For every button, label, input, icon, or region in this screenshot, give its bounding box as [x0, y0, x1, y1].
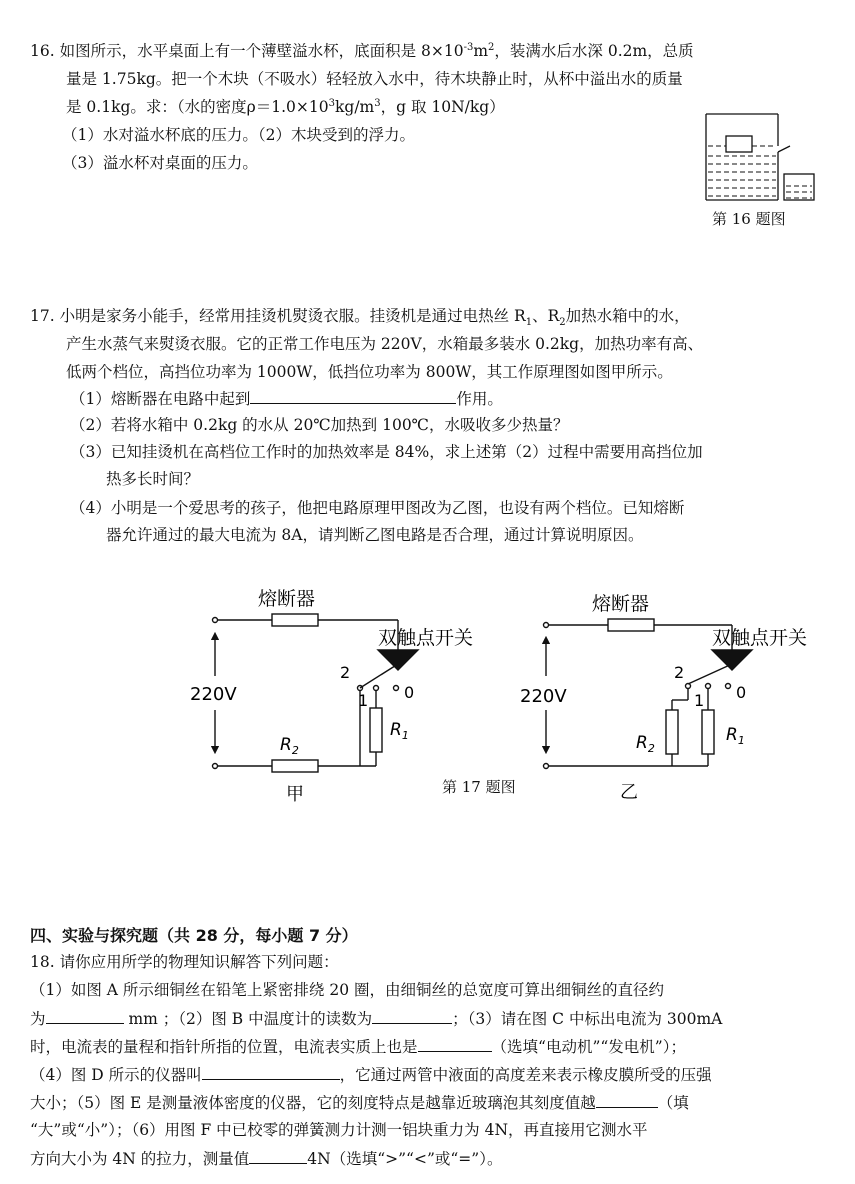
q17-part4b: 器允许通过的最大电流为 8A，请判断乙图电路是否合理，通过计算说明原因。 — [106, 526, 644, 544]
switch-label-b: 双触点开关 — [712, 627, 808, 649]
fig17-caption: 第 17 题图 — [442, 778, 516, 796]
q16-line1: 16. 如图所示，水平桌面上有一个薄壁溢水杯，底面积是 $8\times 10^{-3}m^2$，装满水后水深 0.2m，总质 — [30, 41, 694, 60]
q16-part3: （3）溢水杯对桌面的压力。 — [62, 154, 258, 172]
q17-part4a: （4）小明是一个爱思考的孩子，他把电路原理甲图改为乙图，也设有两个档位。已知熔断 — [70, 499, 685, 517]
contact-0-b: 0 — [736, 683, 747, 702]
overflow-cup-figure — [700, 112, 820, 202]
q18-line5: （4）图 D 所示的仪器叫 ，它通过两管中液面的高度差来表示橡皮膜所受的压强 — [30, 1063, 712, 1086]
q18-line2: （1）如图 A 所示细铜丝在铅笔上紧密排绕 20 圈，由细铜丝的总宽度可算出细铜丝的直径约 — [30, 981, 664, 999]
r2-label-b: $R_2$ — [636, 733, 655, 755]
contact-1-a: 1 — [358, 691, 369, 710]
q18-blank6[interactable] — [249, 1147, 307, 1164]
r1-label-b: $R_1$ — [726, 725, 745, 747]
q18-line1: 18. 请你应用所学的物理知识解答下列问题： — [30, 953, 339, 971]
contact-2-a: 2 — [340, 663, 351, 682]
q18-blank3[interactable] — [418, 1035, 492, 1052]
switch-label-a: 双触点开关 — [378, 627, 474, 649]
circuit-a-name: 甲 — [286, 784, 304, 805]
r1-label-a: $R_1$ — [390, 720, 409, 742]
q16-part1-2: （1）水对溢水杯底的压力。（2）木块受到的浮力。 — [62, 126, 415, 144]
q16-line2: 量是 1.75kg。把一个木块（不吸水）轻轻放入水中，待木块静止时，从杯中溢出水的质量 — [66, 70, 683, 88]
q17-line2: 产生水蒸气来熨烫衣服。它的正常工作电压为 220V，水箱最多装水 0.2kg，加热功率有高、 — [66, 335, 704, 353]
r2-label-a: $R_2$ — [280, 735, 299, 757]
fuse-label-a: 熔断器 — [258, 588, 316, 610]
q16-line3: 是 0.1kg。求：（水的密度$\rho=1.0\times 10^3kg/m^3$，g 取 10N/kg） — [66, 97, 505, 116]
q18-blank2[interactable] — [372, 1007, 452, 1024]
q17-part3a: （3）已知挂烫机在高档位工作时的加热效率是 84%，求上述第（2）过程中需要用高挡位加 — [70, 443, 703, 461]
contact-2-b: 2 — [674, 663, 685, 682]
fig16-caption: 第 16 题图 — [712, 210, 786, 228]
q18-blank4[interactable] — [202, 1063, 340, 1080]
voltage-label-a: 220V — [190, 684, 237, 705]
q17-blank1[interactable] — [250, 387, 456, 404]
q18-line4: 时，电流表的量程和指针所指的位置，电流表实质上也是 （选填“电动机”“发电机”）； — [30, 1035, 686, 1058]
voltage-label-b: 220V — [520, 686, 567, 707]
q17-line1: 17. 小明是家务小能手，经常用挂烫机熨烫衣服。挂烫机是通过电热丝 $R_1$、$R_2$加热水箱中的水， — [30, 307, 690, 329]
section4-heading: 四、实验与探究题（共 28 分，每小题 7 分） — [30, 926, 358, 945]
q17-line3: 低两个档位，高挡位功率为 1000W，低挡位功率为 800W，其工作原理图如图甲所示。 — [66, 363, 673, 381]
q18-line7: “大”或“小”）；（6）用图 F 中已校零的弹簧测力计测一铝块重力为 4N，再直接用它测水平 — [30, 1121, 648, 1139]
q17-part1: （1）熔断器在电路中起到 作用。 — [70, 387, 503, 410]
q18-line3: 为 mm ；（2）图 B 中温度计的读数为 ；（3）请在图 C 中标出电流为 300mA — [30, 1007, 722, 1030]
q18-line6: 大小；（5）图 E 是测量液体密度的仪器，它的刻度特点是越靠近玻璃泡其刻度值越 （填 — [30, 1091, 689, 1114]
q18-blank1[interactable] — [46, 1007, 124, 1024]
q17-part3b: 热多长时间？ — [106, 470, 200, 488]
fuse-label-b: 熔断器 — [592, 593, 650, 615]
q18-blank5[interactable] — [596, 1091, 658, 1108]
circuit-b-name: 乙 — [620, 782, 638, 803]
q18-line8: 方向大小为 4N 的拉力，测量值 4N（选填“>”“<”或“=”）。 — [30, 1147, 502, 1170]
contact-1-b: 1 — [694, 691, 705, 710]
q17-part2: （2）若将水箱中 0.2kg 的水从 20℃加热到 100℃，水吸收多少热量？ — [70, 416, 569, 434]
contact-0-a: 0 — [404, 683, 415, 702]
